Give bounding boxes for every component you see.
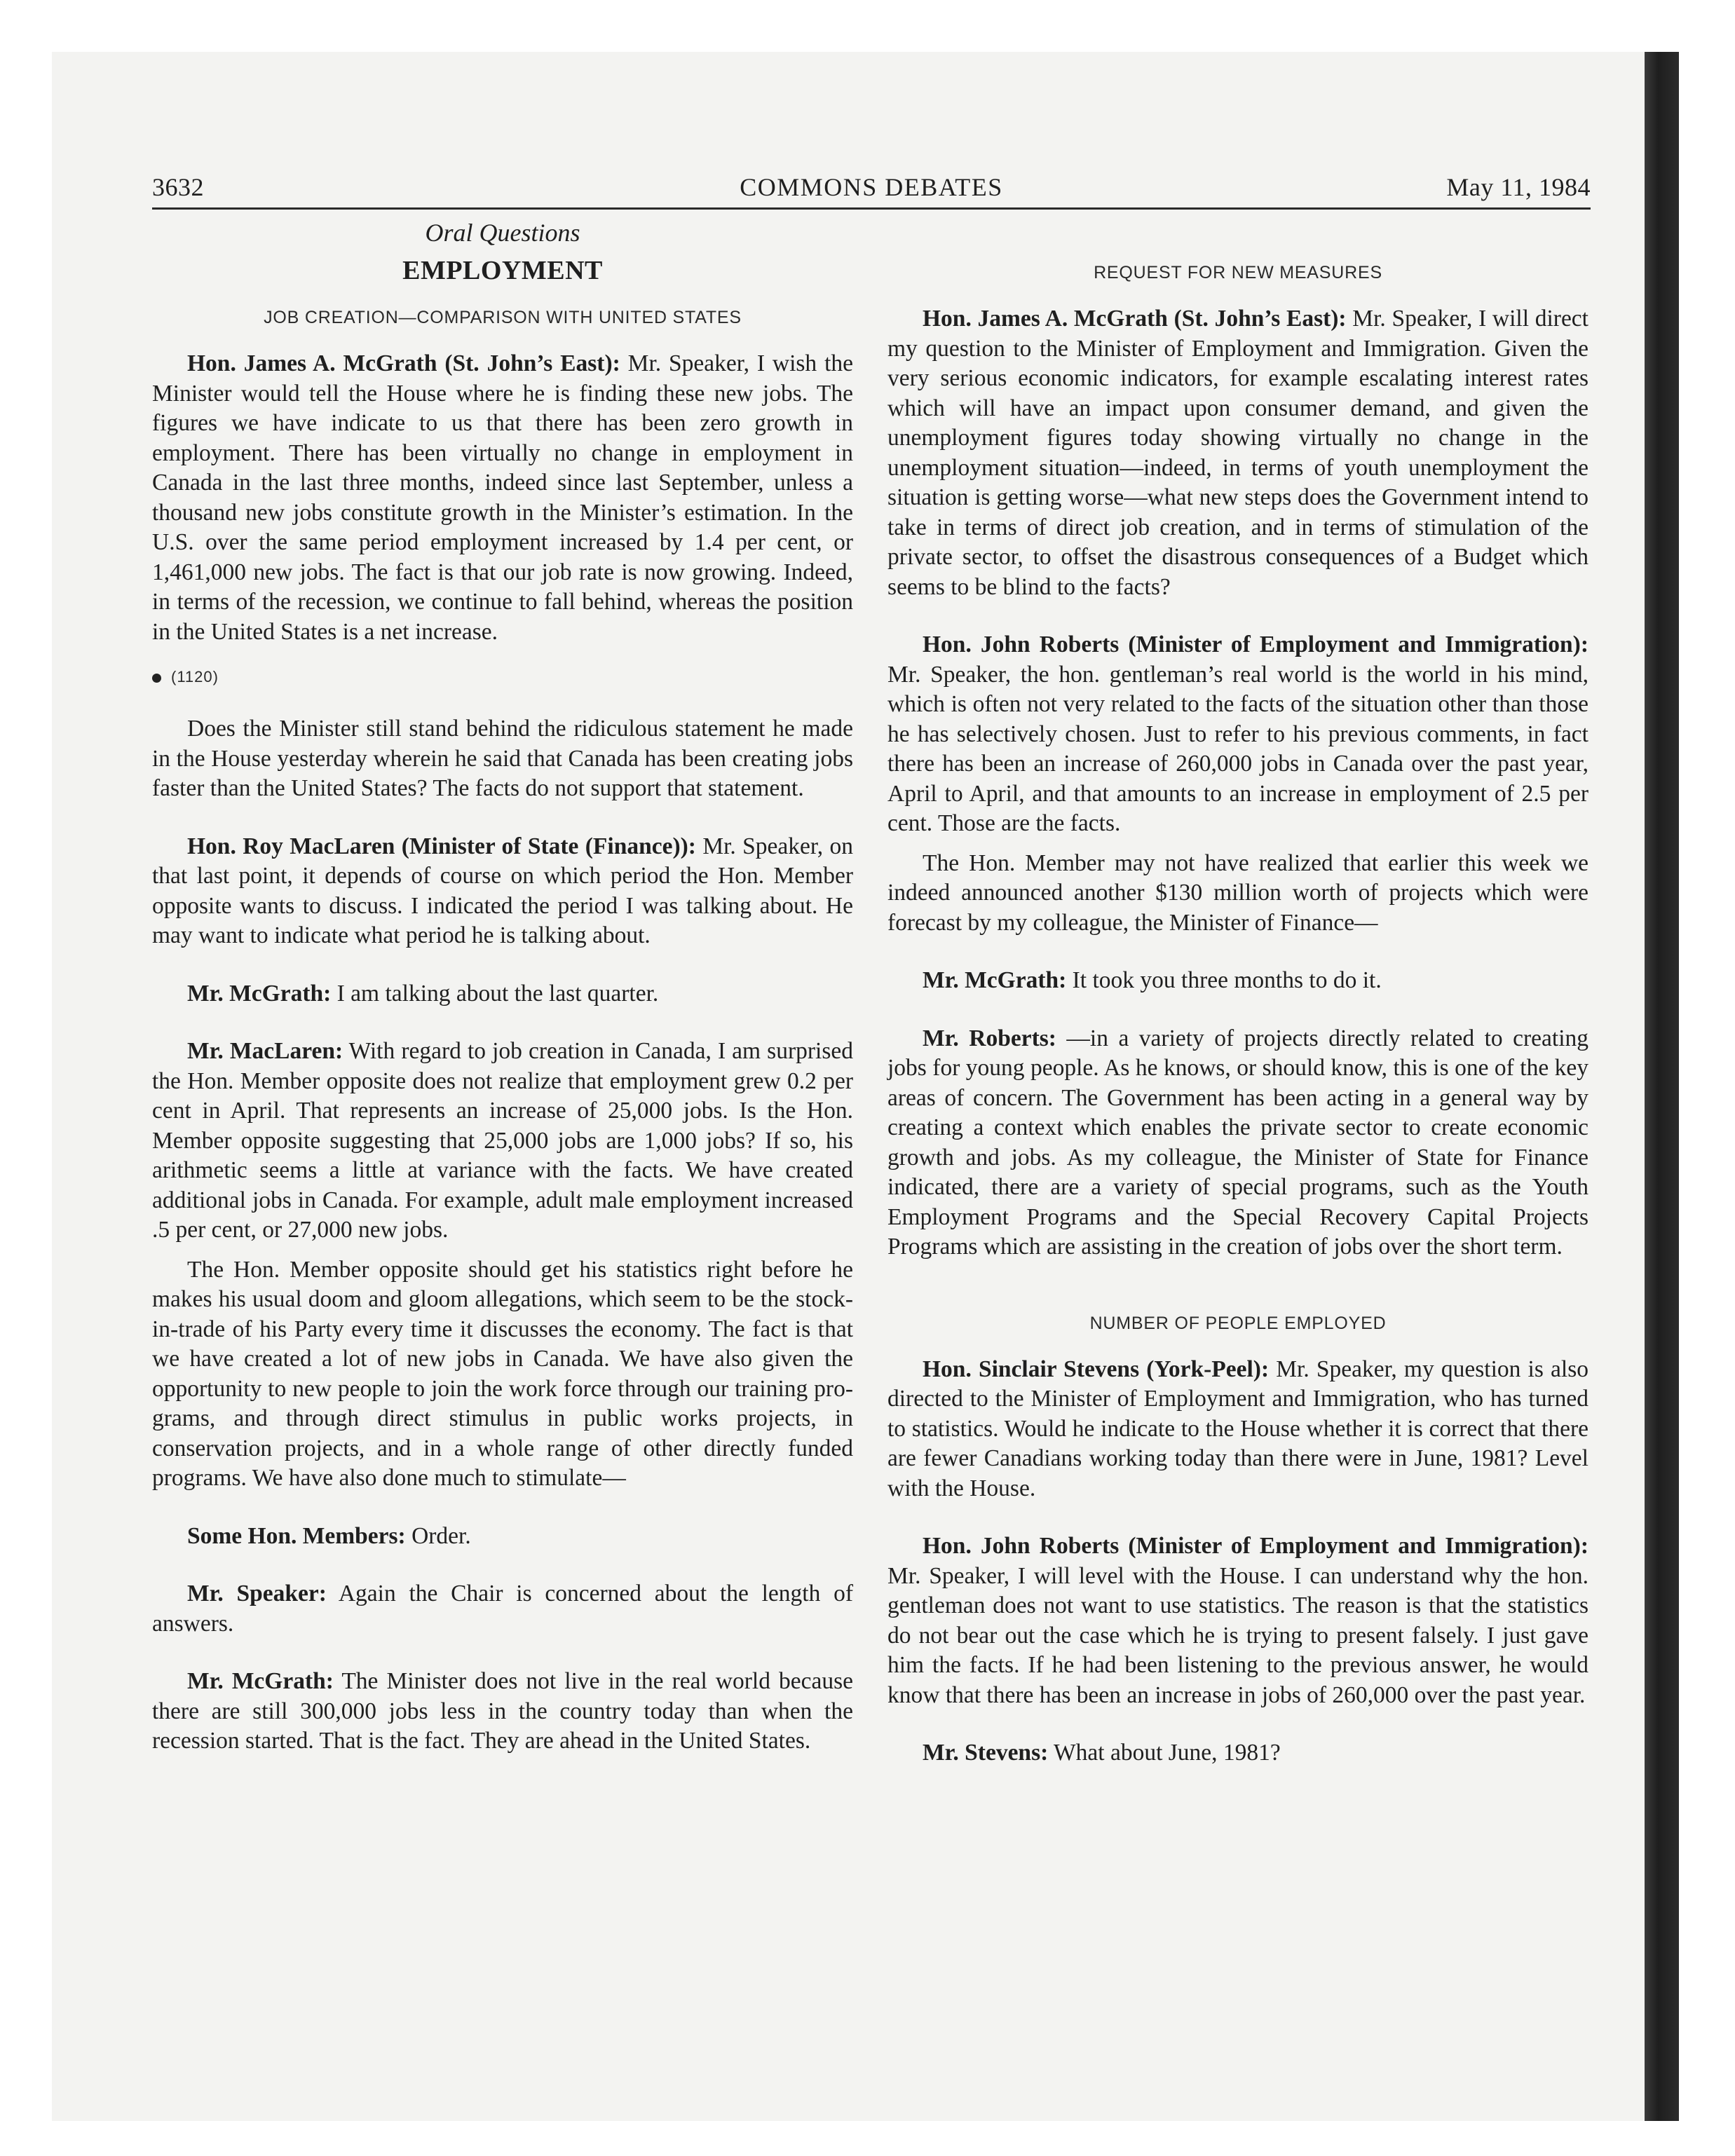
page-number: 3632: [152, 173, 204, 201]
speech-speaker: [152, 1579, 853, 1639]
speech-text: What about June, 1981?: [1048, 1740, 1281, 1766]
speech-mcgrath-6: [887, 966, 1588, 996]
speech-text: Mr. Speaker, on that last point, it depends of course on which period the Hon. Member opposite wants to discuss. I indicated the period I was talking about. He may want to indicate what period he is talking about.: [152, 833, 853, 948]
speaker-name: Mr. Speaker:: [187, 1581, 327, 1606]
speech-text: Mr. Speaker, I will direct my question to the Minister of Employment and Immigration. Given the very serious economic indicators, for example escalating interest rates which will have an impact upon consumer demand, and given the unemployment figures today showing virtually no change in the unemployment situation—indeed, in terms of youth unemployment the situation is getting worse—what new steps does the Government intend to take in terms of direct job creation, and in terms of stimulation of the private sector, to offset the disastrous consequences of a Budget which seems to be blind to the facts?: [887, 306, 1588, 600]
speaker-name: Mr. McGrath:: [923, 967, 1067, 993]
speech-mcgrath-1: [152, 349, 853, 647]
speech-text: Mr. Speaker, the hon. gentleman’s real world is the world in his mind, which is often not very related to the facts of the situation other than those he has selectively chosen. Just to refer to his previous comments, in fact there has been an increase of 260,000 jobs in Canada over the past year, April to April, and that amounts to an increase in employment of 2.5 per cent. Those are the facts.: [887, 661, 1588, 836]
section-heading: EMPLOYMENT: [402, 256, 603, 285]
speech-text: Order.: [405, 1522, 471, 1549]
publication-title: COMMONS DEBATES: [740, 173, 1003, 201]
speaker-name: Hon. James A. McGrath (St. John’s East):: [187, 350, 620, 376]
speaker-name: Hon. John Roberts (Minister of Employment and Immigration):: [923, 632, 1588, 657]
speaker-name: Hon. Roy MacLaren (Minister of State (Finance)):: [187, 833, 696, 859]
speech-mcgrath-2: Does the Minister still stand behind the ridiculous statement he made in the House yesterday wherein he said that Canada has been creating jobs faster than the United States? The facts do not support that statement.: [152, 716, 853, 801]
scan-edge-shadow: [1645, 52, 1679, 2121]
speech-maclaren-3: The Hon. Member opposite should get his statistics right before he makes his usual doom and gloom allegations, which seem to be the stock-in-trade of his Party every time it discusses the economy. The fact is that we have created a lot of new jobs in Canada. We have also given the opportunity to new people to join the work force through our training programs, and through direct stimulus in public works projects, in conservation projects, and in a whole range of other directly funded programs. We have also done much to stimulate—: [152, 1256, 853, 1491]
speech-roberts-2: The Hon. Member may not have realized that earlier this week we indeed announced another $130 million worth of projects which were forecast by my colleague, the Minister of Finance—: [887, 850, 1588, 936]
speaker-name: Mr. McGrath:: [187, 1668, 334, 1694]
speech-text: With regard to job creation in Canada, I am surprised the Hon. Member opposite does not realize that employment grew 0.2 per cent in April. That represents an increase of 25,000 jobs. Is the Hon. Member opposite suggesting that 25,000 jobs are 1,000 jobs? If so, his arithmetic seems a little at variance with the facts. We have created additional jobs in Canada. For example, adult male employment increased .5 per cent, or 27,000 new jobs.: [152, 1038, 853, 1243]
subheading-people-employed: NUMBER OF PEOPLE EMPLOYED: [1089, 1313, 1387, 1333]
left-column: [152, 217, 853, 1756]
rubric: Oral Questions: [425, 219, 580, 247]
speech-text: It took you three months to do it.: [1066, 967, 1382, 993]
speaker-name: Mr. McGrath:: [187, 980, 332, 1007]
issue-date: May 11, 1984: [1446, 173, 1591, 201]
speech-text: Mr. Speaker, I will level with the House. I can understand why the hon. gentleman does not want to use statistics. The reason is that the statistics do not bear out the case which he is trying to present falsely. I just gave him the facts. If he had been listening to the previous answer, he would know that there has been an increase in jobs of 260,000 over the past year.: [887, 1562, 1588, 1708]
bullet-icon: [152, 674, 161, 683]
time-mark: [152, 668, 853, 686]
speech-roberts-1: [887, 630, 1588, 839]
speaker-name: Mr. Roberts:: [923, 1025, 1056, 1051]
speaker-name: Hon. Sinclair Stevens (York-Peel):: [923, 1356, 1270, 1382]
speaker-name: Mr. MacLaren:: [187, 1038, 343, 1064]
speech-text: —in a variety of projects directly related to creating jobs for young people. As he knows, or should know, this is one of the key areas of concern. The Government has been acting in a general way by creating a context which enables the private sector to create economic growth and jobs. As my colleague, the Minister of State for Finance indicated, there are a variety of special programs, such as the Youth Employment Programs and the Special Recovery Capital Projects Programs which are assisting in the creation of jobs over the short term.: [887, 1025, 1589, 1260]
subheading-job-creation: JOB CREATION—COMPARISON WITH UNITED STATES: [264, 308, 742, 327]
speaker-name: Mr. Stevens:: [923, 1740, 1049, 1766]
speaker-name: Some Hon. Members:: [187, 1522, 406, 1549]
running-head: [152, 165, 1591, 210]
time-mark-text: (1120): [171, 668, 219, 685]
speech-maclaren-1: [152, 832, 853, 951]
speech-stevens-1: [887, 1355, 1588, 1504]
speech-text: Mr. Speaker, my question is also directed to the Minister of Employment and Immigration, who has turned to statistics. Would he indicate to the House whether it is correct that there are fewer Canadians working today than there were in June, 1981? Level with the House.: [887, 1356, 1588, 1501]
right-column: [887, 217, 1588, 1768]
speech-text: Again the Chair is concerned about the length of answers.: [152, 1581, 854, 1637]
speech-mcgrath-3: [152, 979, 853, 1009]
speech-maclaren-2: [152, 1037, 853, 1246]
speech-text: I am talking about the last quarter.: [331, 980, 659, 1007]
speech-text: The Minister does not live in the real world because there are still 300,000 jobs less in the country today than when the recession started. That is the fact. They are ahead in the United States.: [152, 1668, 853, 1754]
subheading-new-measures: REQUEST FOR NEW MEASURES: [1094, 263, 1382, 282]
speech-text: Mr. Speaker, I wish the Minister would tell the House where he is finding these new jobs. The figures we have indicate to us that there has been zero growth in employment. There has been virtually no change in employment in Canada in the last three months, indeed since last September, unless a thousand new jobs constitute growth in the Minister’s estimation. In the U.S. over the same period employment increased by 1.4 per cent, or 1,461,000 new jobs. The fact is that our job rate is now growing. Indeed, in terms of the recession, we continue to fall behind, whereas the position in the United States is a net increase.: [152, 350, 853, 645]
speaker-name: Hon. John Roberts (Minister of Employment and Immigration):: [923, 1533, 1588, 1559]
speech-roberts-3: [887, 1024, 1588, 1262]
speaker-name: Hon. James A. McGrath (St. John’s East):: [923, 306, 1347, 332]
speech-stevens-2: [887, 1738, 1588, 1768]
interjection-members: [152, 1522, 853, 1552]
speech-roberts-4: [887, 1531, 1588, 1710]
speech-mcgrath-4: [152, 1667, 853, 1756]
speech-mcgrath-5: [887, 304, 1588, 602]
